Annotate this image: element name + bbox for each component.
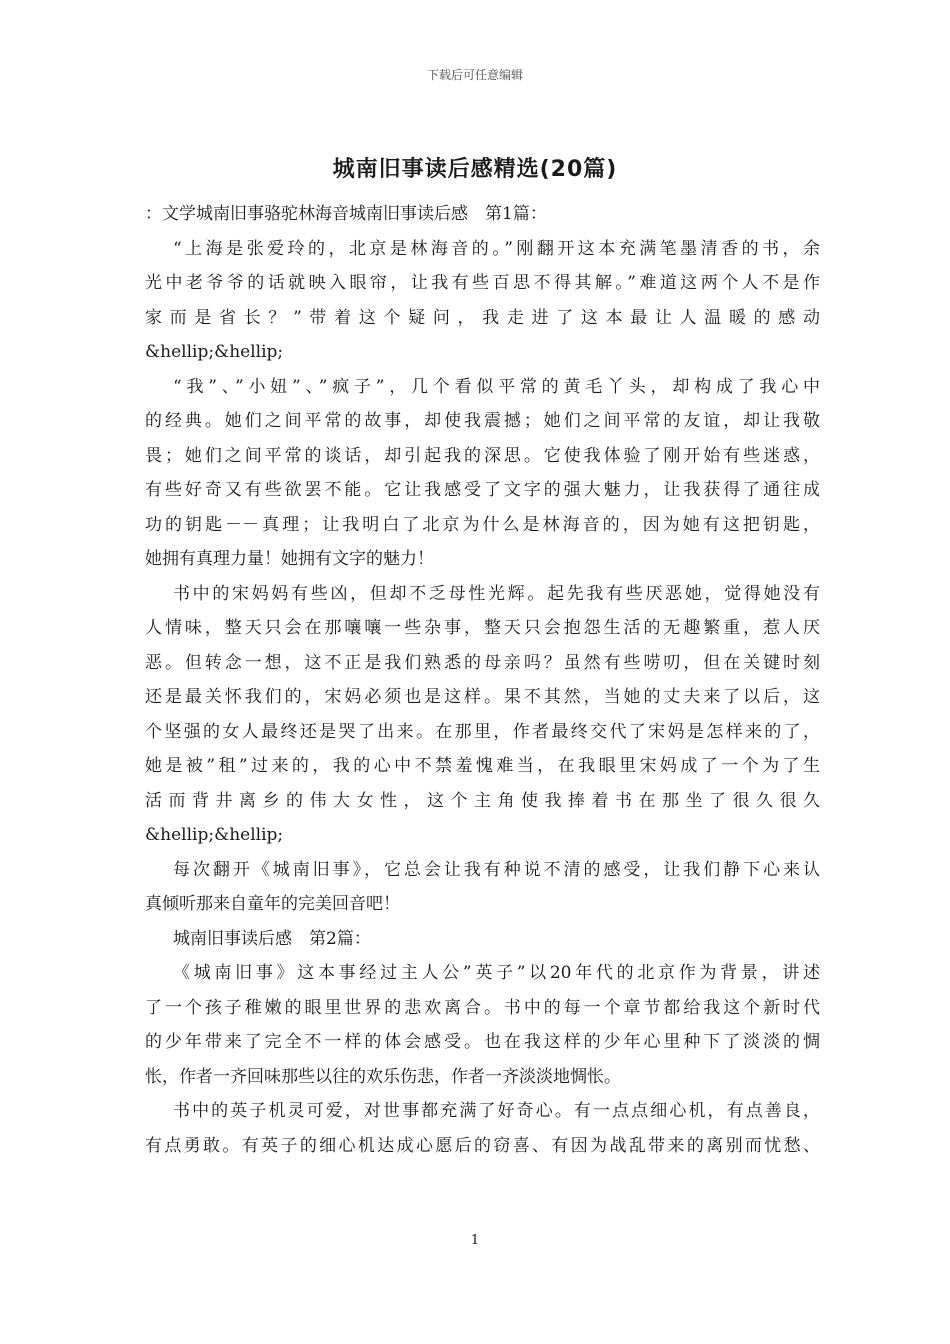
text-line: “上海是张爱玲的，北京是林海音的。”刚翻开这本充满笔墨清香的书，余 — [173, 238, 820, 259]
text-line: 书中的英子机灵可爱，对世事都充满了好奇心。有一点点细心机，有点善良， — [173, 1101, 820, 1121]
text-line: &hellip;&hellip; — [145, 342, 284, 362]
text-line: 她拥有真理力量！她拥有文字的魅力！ — [145, 549, 434, 569]
text-line: 书中的宋妈妈有些凶，但却不乏母性光辉。起先我有些厌恶她，觉得她没有 — [173, 583, 820, 604]
text-line: ：文学城南旧事骆驼林海音城南旧事读后感 第1篇： — [145, 204, 547, 224]
text-line: 畏；她们之间平常的谈话，却引起我的深思。它使我体验了刚开始有些迷惑， — [145, 445, 820, 466]
text-line: 的经典。她们之间平常的故事，却使我震撼；她们之间平常的友谊，却让我敬 — [145, 411, 820, 431]
page-number: 1 — [470, 1233, 480, 1248]
text-line: 人情味，整天只会在那嚷嚷一些杂事，整天只会抱怨生活的无趣繁重，惹人厌 — [145, 618, 820, 638]
text-line: 了一个孩子稚嫩的眼里世界的悲欢离合。书中的每一个章节都给我这个新时代 — [145, 997, 820, 1018]
text-line: 有些好奇又有些欲罢不能。它让我感受了文字的强大魅力，让我获得了通往成 — [145, 480, 820, 500]
text-line: 活而背井离乡的伟大女性，这个主角使我捧着书在那坐了很久很久 — [145, 790, 820, 811]
text-line: 恶。但转念一想，这不正是我们熟悉的母亲吗？虽然有些唠叨，但在关键时刻 — [145, 652, 820, 673]
text-line: 怅，作者一齐回味那些以往的欢乐伤悲，作者一齐淡淡地惆怅。 — [145, 1066, 621, 1087]
text-line: 《城南旧事》这本事经过主人公”英子”以20年代的北京作为背景，讲述 — [173, 963, 820, 983]
text-line: “我”、”小妞”、”疯子”，几个看似平常的黄毛丫头，却构成了我心中 — [173, 376, 820, 397]
text-line: 光中老爷爷的话就映入眼帘，让我有些百思不得其解。”难道这两个人不是作 — [145, 273, 820, 293]
text-line: 城南旧事读后感 第2篇： — [173, 928, 371, 949]
text-line: &hellip;&hellip; — [145, 825, 284, 845]
text-line: 家而是省长？”带着这个疑问，我走进了这本最让人温暖的感动 — [145, 307, 820, 328]
document-body — [145, 197, 820, 1163]
document-title: 城南旧事读后感精选(20篇) — [332, 157, 618, 182]
text-line: 她是被”租”过来的，我的心中不禁羞愧难当，在我眼里宋妈成了一个为了生 — [145, 756, 820, 776]
text-line: 真倾听那来自童年的完美回音吧！ — [145, 894, 400, 914]
page-header: 下载后可任意编辑 — [426, 68, 523, 82]
text-line: 每次翻开《城南旧事》，它总会让我有种说不清的感受，让我们静下心来认 — [173, 859, 820, 880]
text-line: 的少年带来了完全不一样的体会感受。也在我这样的少年心里种下了淡淡的惆 — [145, 1032, 820, 1052]
text-line: 有点勇敢。有英子的细心机达成心愿后的窃喜、有因为战乱带来的离别而忧愁、 — [145, 1135, 820, 1156]
text-line: 个坚强的女人最终还是哭了出来。在那里，作者最终交代了宋妈是怎样来的了， — [145, 721, 820, 742]
text-line: 还是最关怀我们的，宋妈必须也是这样。果不其然，当她的丈夫来了以后，这 — [145, 687, 820, 707]
text-line: 功的钥匙－－真理；让我明白了北京为什么是林海音的，因为她有这把钥匙， — [145, 514, 820, 535]
